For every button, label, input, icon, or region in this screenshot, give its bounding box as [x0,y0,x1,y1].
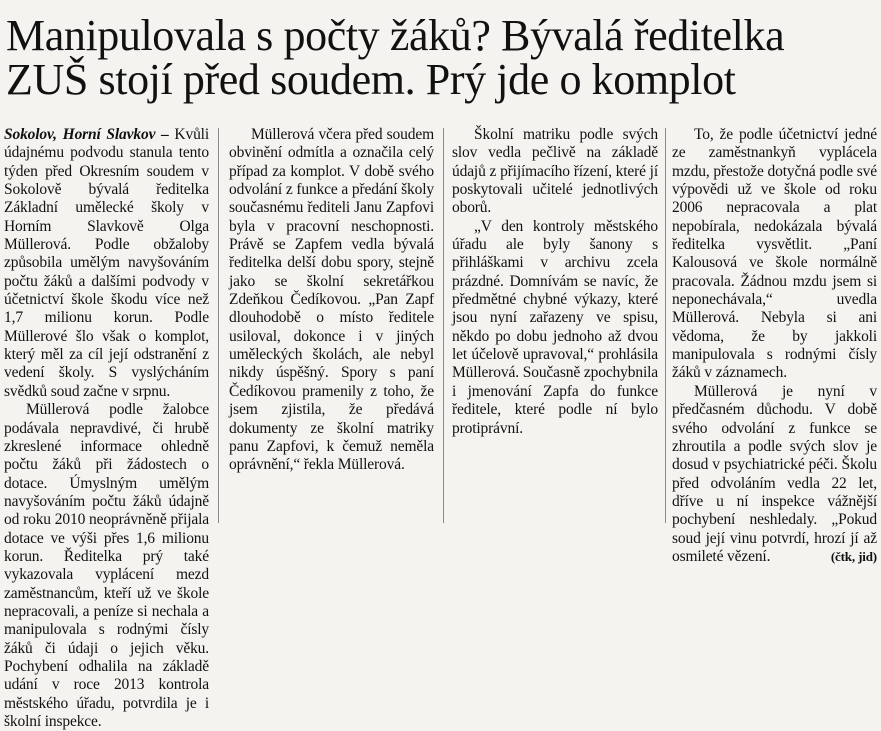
article-paragraph [4,126,209,401]
article-column-2 [229,126,434,526]
byline: Sokolov, Horní Slavkov – [4,126,169,143]
headline [6,11,876,104]
article-paragraph: To, že podle účetnictví jedné ze zaměstnankyň vyplácela mzdu, přestože dotyčná podle své výpovědi už ve škole od roku 2006 nepracovala a plat nepobírala, nedokázala bývalá ředitelka vysvětlit. „Paní Kalousová ve škole normálně pracovala. Žádnou mzdu jsem si neponechávala,“ uvedla Müllerová. Nebyla si ani vědoma, že by jakkoli manipulovala s rodnými čísly žáků v záznamech. [672,126,877,382]
paragraph-text: Kvůli údajnému podvodu stanula tento týden před Okresním soudem v Sokolově bývalá ředitelka Základní umělecké školy v Horním Slavkově Olga Müllerová. Podle obžaloby způsobila umělým navyšováním počtu žáků a dalšími podvody v účetnictví škole škodu více než 1,7 milionu korun. Podle Müllerové šlo však o komplot, který měl za cíl její odstranění z vedení školy. S vyslýcháním svědků soud začne v srpnu. [4,126,209,400]
headline-line-2: ZUŠ stojí před soudem. Prý jde o komplot [6,55,736,104]
headline-line-1: Manipulovala s počty žáků? Bývalá ředitelka [6,11,785,60]
article-paragraph [672,383,877,566]
article-paragraph: Müllerová včera před soudem obvinění odmítla a označila celý případ za komplot. V době svého odvolání z funkce a předání školy současnému řediteli Janu Zapfovi byla v pracovní neschopnosti. Právě se Zapfem vedla bývalá ředitelka delší dobu spory, stejně jako se školní sekretářkou Zdeňkou Čedíkovou. „Pan Zapf dlouhodobě o místo ředitele usiloval, dokonce i v jiných uměleckých školách, ale nebyl nikdy úspěšný. Spory s paní Čedíkovou pramenily z toho, že jsem zjistila, že předává dokumenty ze školní matriky panu Zapfovi, k čemuž neměla oprávnění,“ řekla Müllerová. [229,126,434,474]
article-paragraph: Müllerová podle žalobce podávala nepravdivé, či hrubě zkreslené informace ohledně počtu žáků při žádostech o dotace. Úmyslným umělým navyšováním počtu žáků údajně od roku 2010 neoprávněně přijala dotace ve výši přes 1,6 milionu korun. Ředitelka prý také vykazovala vyplácení mezd zaměstnancům, kteří už ve škole nepracovali, a peníze si nechala a manipulovala s rodnými čísly žáků či údaji o jejich věku. Pochybení odhalila na základě udání v roce 2013 kontrola městského úřadu, potvrdila je i školní inspekce. [4,401,209,730]
article-column-1 [4,126,209,730]
column-rule [665,128,666,523]
article-paragraph: „V den kontroly městského úřadu ale byly šanony s přihláškami v archivu zcela prázdné. Domnívám se navíc, že předmětné chybné výkazy, které jsou nyní zařazeny ve spisu, někdo po dobu jednoho až dvou let účelově upravoval,“ prohlásila Müllerová. Současně zpochybnila i jmenování Zapfa do funkce ředitele, které podle ní bylo protiprávní. [452,217,658,437]
paragraph-text: Müllerová je nyní v předčasném důchodu. V době svého odvolání z funkce se zhroutila a podle svých slov je dosud v psychiatrické péči. Školu před odvoláním vedla 22 let, dříve u ní inspekce vážnější pochybení neshledaly. „Pokud soud její vinu potvrdí, hrozí jí až osmileté vězení. [672,382,877,565]
article-column-3 [452,126,658,526]
column-rule [443,128,444,523]
article-column-4 [672,126,877,565]
author-credit: (čtk, jid) [830,548,877,564]
article-paragraph: Školní matriku podle svých slov vedla pečlivě na základě údajů z přijímacího řízení, které jí poskytovali učitelé jednotlivých oborů. [452,126,658,217]
column-rule [218,128,219,523]
